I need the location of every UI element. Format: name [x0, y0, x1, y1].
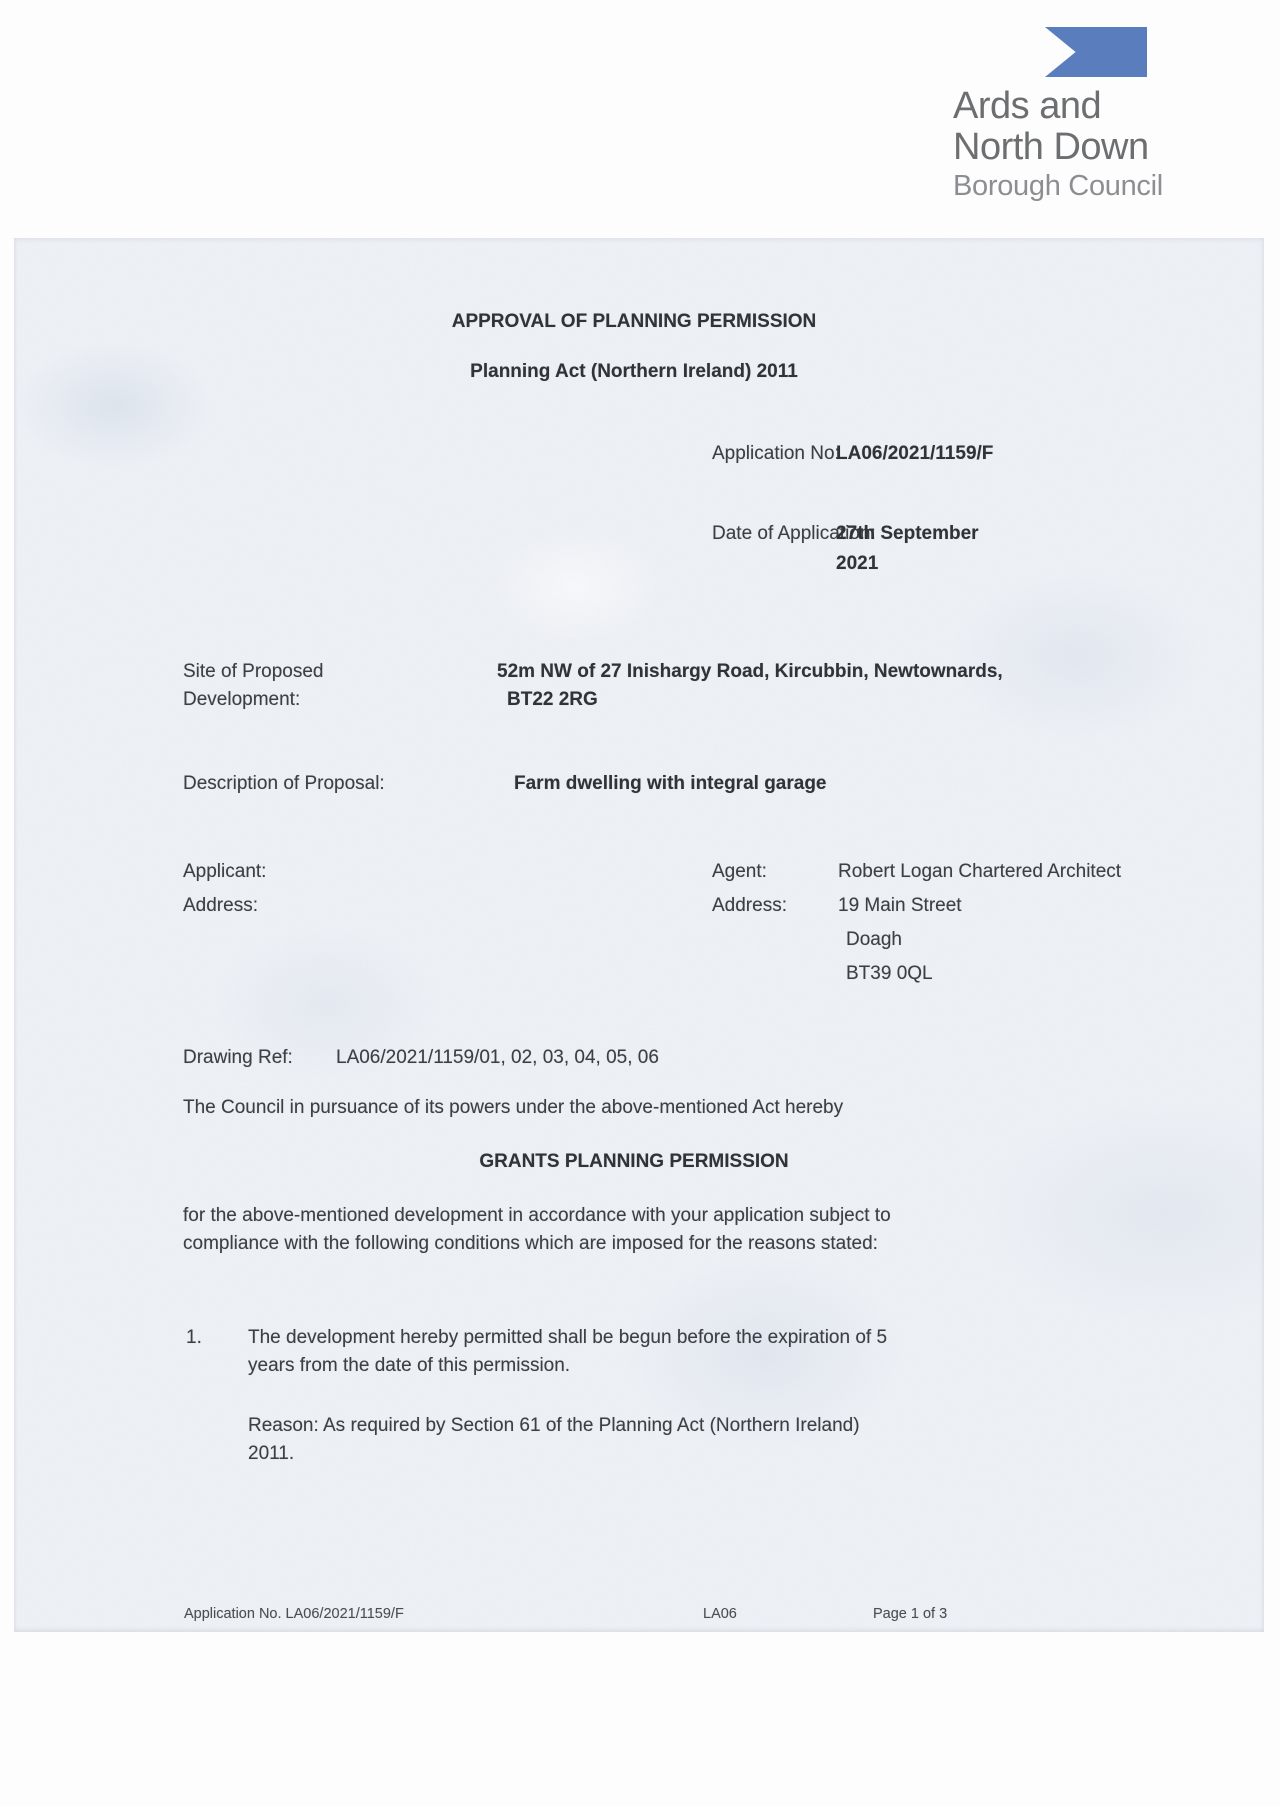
applicant-label: Applicant: — [183, 861, 267, 882]
document-title: APPROVAL OF PLANNING PERMISSION — [451, 311, 817, 332]
application-no-label: Application No: — [712, 443, 840, 464]
drawing-ref-value: LA06/2021/1159/01, 02, 03, 04, 05, 06 — [336, 1047, 659, 1068]
condition1-reason-line2: 2011. — [248, 1443, 295, 1464]
agent-value: Robert Logan Chartered Architect — [838, 861, 1122, 882]
description-label: Description of Proposal: — [183, 773, 385, 794]
agent-label: Agent: — [712, 861, 767, 882]
site-label-line1: Site of Proposed — [183, 661, 324, 682]
agent-address-line1: 19 Main Street — [838, 895, 962, 916]
site-value-line1: 52m NW of 27 Inishargy Road, Kircubbin, Newtownards, — [497, 661, 1003, 682]
date-of-application-value-line1: 27th September — [836, 523, 979, 544]
application-no-value: LA06/2021/1159/F — [836, 443, 994, 464]
site-value-line2: BT22 2RG — [507, 689, 598, 710]
drawing-ref-label: Drawing Ref: — [183, 1047, 293, 1068]
agent-address-label: Address: — [712, 895, 787, 916]
date-of-application-label: Date of Application: — [712, 523, 876, 544]
condition1-reason-line1: Reason: As required by Section 61 of the Planning Act (Northern Ireland) — [248, 1415, 860, 1436]
date-of-application-value-line2: 2021 — [836, 553, 879, 574]
logo-text-line1: Ards and — [953, 85, 1102, 127]
logo-text-line2: North Down — [953, 126, 1149, 168]
applicant-address-label: Address: — [183, 895, 258, 916]
footer-page-number: Page 1 of 3 — [873, 1606, 948, 1622]
condition1-number: 1. — [186, 1327, 202, 1348]
logo-text-line3: Borough Council — [953, 170, 1163, 202]
for-development-line2: compliance with the following conditions which are imposed for the reasons stated: — [183, 1233, 878, 1254]
description-value: Farm dwelling with integral garage — [514, 773, 827, 794]
document-subtitle: Planning Act (Northern Ireland) 2011 — [470, 361, 798, 382]
condition1-line2: years from the date of this permission. — [248, 1355, 571, 1376]
footer-application-no: Application No. LA06/2021/1159/F — [184, 1606, 404, 1622]
condition1-line1: The development hereby permitted shall be begun before the expiration of 5 — [248, 1327, 888, 1348]
council-pursuance-line: The Council in pursuance of its powers under the above-mentioned Act hereby — [183, 1097, 844, 1118]
for-development-line1: for the above-mentioned development in accordance with your application subject to — [183, 1205, 891, 1226]
site-label-line2: Development: — [183, 689, 301, 710]
council-flag-icon — [1045, 27, 1147, 77]
grants-heading: GRANTS PLANNING PERMISSION — [479, 1151, 789, 1172]
footer-la06: LA06 — [703, 1606, 737, 1622]
agent-address-line2: Doagh — [846, 929, 902, 950]
agent-address-line3: BT39 0QL — [846, 963, 933, 984]
